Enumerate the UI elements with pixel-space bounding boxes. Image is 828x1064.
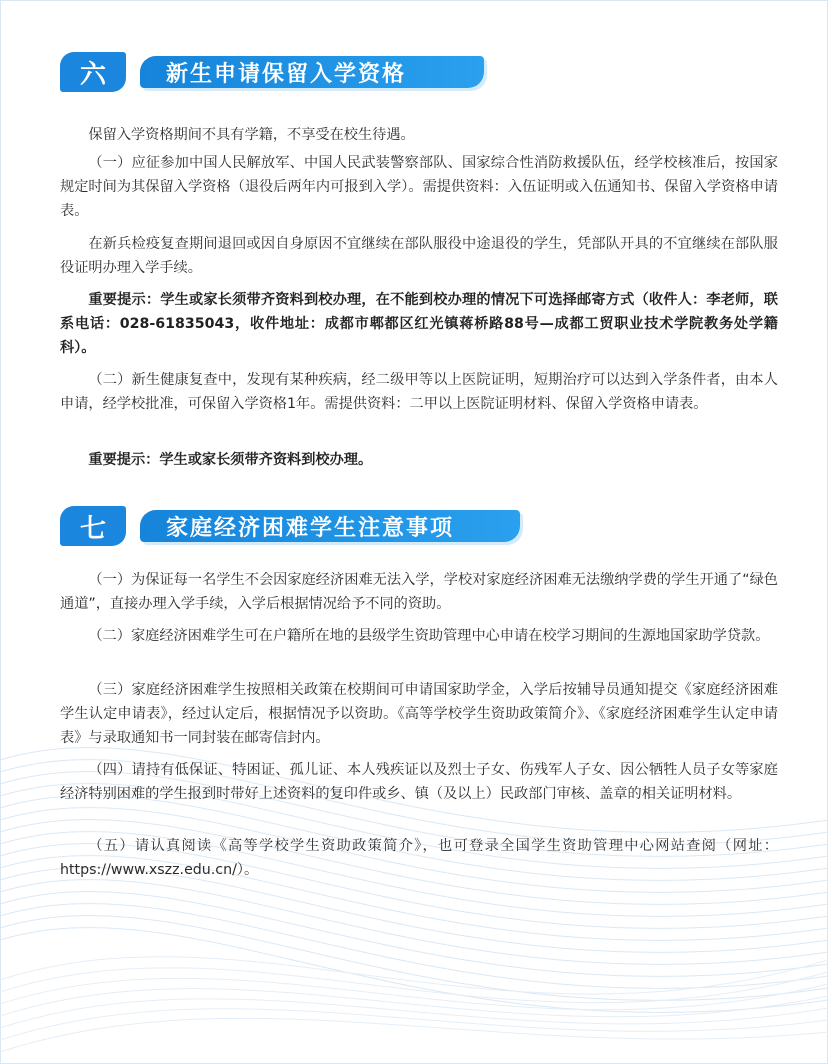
section-7-item-5: （五）请认真阅读《高等学校学生资助政策简介》，也可登录全国学生资助管理中心网站查阅（网址：https://www.xszz.edu.cn/）。 <box>60 838 778 878</box>
section-6-important-notice-2: 重要提示：学生或家长须带齐资料到校办理。 <box>88 452 373 468</box>
section-7-heading <box>60 506 560 546</box>
section-7-number: 七 <box>60 506 126 546</box>
section-7-item-1: （一）为保证每一名学生不会因家庭经济困难无法入学，学校对家庭经济困难无法缴纳学费的学生开通了“绿色通道”，直接办理入学手续，入学后根据情况给予不同的资助。 <box>60 572 778 612</box>
section-6-paragraph-intro: 保留入学资格期间不具有学籍，不享受在校生待遇。 <box>88 127 415 143</box>
section-7-item-3: （三）家庭经济困难学生按照相关政策在校期间可申请国家助学金，入学后按辅导员通知提交《家庭经济困难学生认定申请表》，经过认定后，根据情况予以资助。《高等学校学生资助政策简介》、《家庭经济困难学生认定申请表》与录取通知书一同封装在邮寄信封内。 <box>60 682 778 746</box>
section-6-title: 新生申请保留入学资格 <box>140 56 484 88</box>
section-6-important-notice-1: 重要提示：学生或家长须带齐资料到校办理，在不能到校办理的情况下可选择邮寄方式（收件人：李老师，联系电话：028-61835043，收件地址：成都市郫都区红光镇蒋桥路88号—成都工贸职业技术学院教务处学籍科）。 <box>60 292 778 356</box>
section-6-paragraph-2: 在新兵检疫复查期间退回或因自身原因不宜继续在部队服役中途退役的学生，凭部队开具的不宜继续在部队服役证明办理入学手续。 <box>60 236 778 276</box>
section-6-paragraph-1: （一）应征参加中国人民解放军、中国人民武装警察部队、国家综合性消防救援队伍，经学校核准后，按国家规定时间为其保留入学资格（退役后两年内可报到入学）。需提供资料：入伍证明或入伍通知书、保留入学资格申请表。 <box>60 155 778 219</box>
section-7-item-4: （四）请持有低保证、特困证、孤儿证、本人残疾证以及烈士子女、伤残军人子女、因公牺牲人员子女等家庭经济特别困难的学生报到时带好上述资料的复印件或乡、镇（及以上）民政部门审核、盖章的相关证明材料。 <box>60 762 778 802</box>
section-6-heading <box>60 52 560 92</box>
section-7-item-2: （二）家庭经济困难学生可在户籍所在地的县级学生资助管理中心申请在校学习期间的生源地国家助学贷款。 <box>88 628 770 644</box>
section-6-number: 六 <box>60 52 126 92</box>
section-6-paragraph-3: （二）新生健康复查中，发现有某种疾病，经二级甲等以上医院证明，短期治疗可以达到入学条件者，由本人申请，经学校批准，可保留入学资格1年。需提供资料：二甲以上医院证明材料、保留入学资格申请表。 <box>60 372 778 412</box>
section-7-title: 家庭经济困难学生注意事项 <box>140 510 520 542</box>
